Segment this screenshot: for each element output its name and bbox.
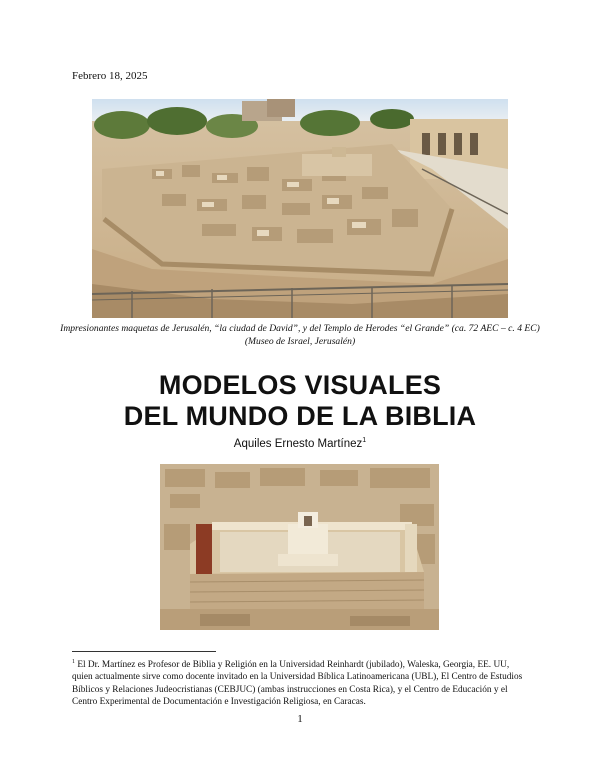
page-date: Febrero 18, 2025 (72, 70, 148, 82)
document-title-line-1: MODELOS VISUALES (158, 370, 442, 400)
footnote-text: El Dr. Martínez es Profesor de Biblia y Religión en la Universidad Reinhardt (jubilado), Waleska, Georgia, EE. UU, quien actualmente sirve como docente invitado en la Universidad Bíblica Latinoamericana (UBL), El Centro de Estudios Bíblicos y Relaciones Judeocristianas (CEBJUC) (ambas instrucciones en Costa Rica), y el Centro de Educación y el Centro Experimental de Documentación e Investigación Religiosa, en Caracas. (72, 660, 523, 707)
temple-model-photo (160, 464, 439, 630)
figure-caption: Impresionantes maquetas de Jerusalén, “la ciudad de David”, y del Templo de Herodes “el Grande” (ca. 72 AEC – c. 4 EC) (Museo de Israel, Jerusalén) (60, 323, 540, 347)
footnote-marker: 1 (72, 659, 75, 665)
author-footnote-marker[interactable]: 1 (362, 437, 367, 444)
jerusalem-model-illustration (92, 99, 508, 318)
author-line (0, 437, 600, 450)
footnote (72, 656, 532, 708)
author-name: Aquiles Ernesto Martínez (233, 437, 363, 450)
temple-model-illustration (160, 464, 439, 630)
document-title-line-2: DEL MUNDO DE LA BIBLIA (123, 401, 477, 431)
page-number: 1 (297, 713, 303, 725)
jerusalem-model-photo (92, 99, 508, 318)
footnote-separator (72, 651, 216, 652)
